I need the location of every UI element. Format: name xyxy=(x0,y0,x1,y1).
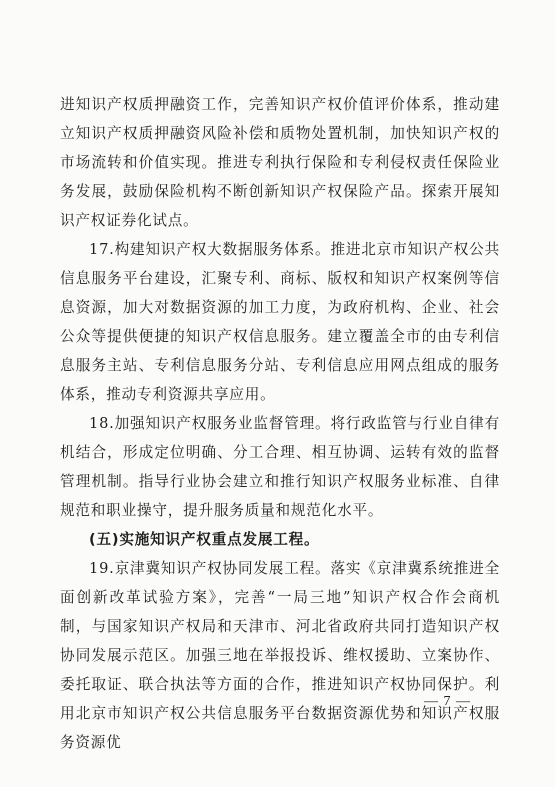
paragraph-1: 进知识产权质押融资工作，完善知识产权价值评价体系，推动建立知识产权质押融资风险补偿和质物处置机制，加快知识产权的市场流转和价值实现。推进专利执行保险和专利侵权责任保险业务发展，鼓励保险机构不断创新知识产权保险产品。探索开展知识产权证券化试点。 xyxy=(60,96,500,229)
paragraph-17: 17.构建知识产权大数据服务体系。推进北京市知识产权公共信息服务平台建设，汇聚专利、商标、版权和知识产权案例等信息资源，加大对数据资源的加工力度，为政府机构、企业、社会公众等提供便捷的知识产权信息服务。建立覆盖全市的由专利信息服务主站、专利信息服务分站、专利信息应用网点组成的服务体系，推动专利资源共享应用。 xyxy=(60,241,500,403)
document-body xyxy=(60,90,500,757)
section-heading: (五)实施知识产权重点发展工程。 xyxy=(89,531,320,548)
paragraph-19: 19.京津冀知识产权协同发展工程。落实《京津冀系统推进全面创新改革试验方案》，完善“一局三地”知识产权合作会商机制，与国家知识产权局和天津市、河北省政府共同打造知识产权协同发展示范区。加强三地在举报投诉、维权援助、立案协作、委托取证、联合执法等方面的合作，推进知识产权协同保护。利用北京市知识产权公共信息服务平台数据资源优势和知识产权服务资源优 xyxy=(60,560,500,751)
page-number: — 7 — xyxy=(424,694,471,709)
paragraph-18: 18.加强知识产权服务业监督管理。将行政监管与行业自律有机结合，形成定位明确、分工合理、相互协调、运转有效的监督管理机制。指导行业协会建立和推行知识产权服务业标准、自律规范和职业操守，提升服务质量和规范化水平。 xyxy=(60,415,500,519)
